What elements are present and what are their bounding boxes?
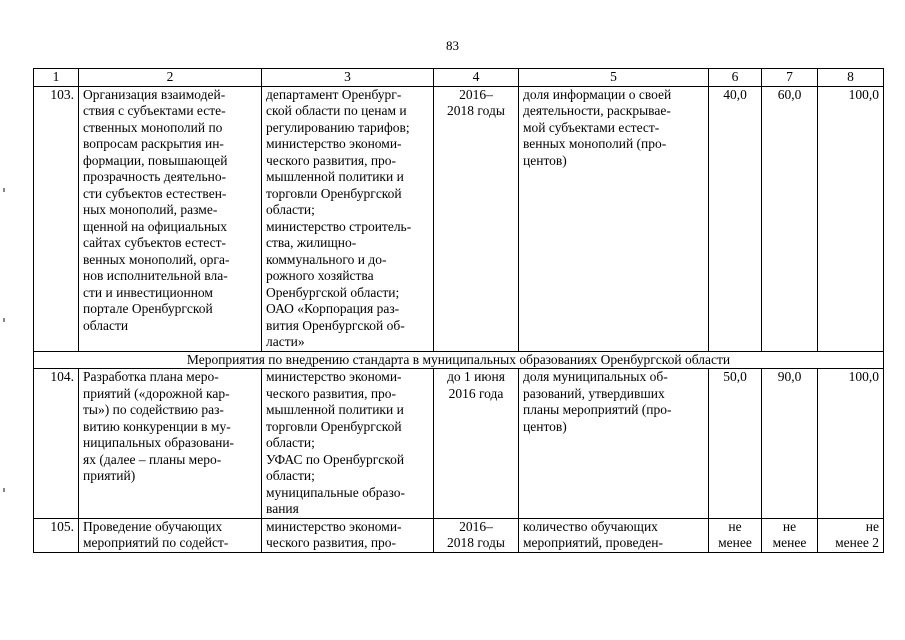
table-row	[34, 86, 884, 351]
value-cell: 90,0	[762, 369, 818, 519]
margin-mark	[3, 488, 5, 492]
margin-mark	[3, 318, 5, 322]
activity-cell: Организация взаимодей- ствия с субъектами есте- ственных монополий по вопросам раскрытия ин- формации, повышающей прозрачность деятельно- сти субъектов естествен- ных монополий, разме- щенной на официальных сайтах субъектов естест- венных монополий, орга- нов исполнительной вла- сти и инвестиционном портале Оренбургской области	[79, 86, 262, 351]
header-cell: 7	[762, 69, 818, 87]
row-number: 104.	[34, 369, 79, 519]
header-row	[34, 69, 884, 87]
executors-cell: министерство экономи- ческого развития, про- мышленной политики и торговли Оренбургской области; УФАС по Оренбургской области; муниципальные образо- вания	[262, 369, 434, 519]
header-cell: 2	[79, 69, 262, 87]
section-title: Мероприятия по внедрению стандарта в муниципальных образованиях Оренбургской области	[34, 351, 884, 369]
table-row	[34, 518, 884, 552]
header-cell: 6	[709, 69, 762, 87]
table-row	[34, 369, 884, 519]
header-cell: 1	[34, 69, 79, 87]
header-cell: 8	[818, 69, 884, 87]
value-cell: не менее	[709, 518, 762, 552]
value-cell: 100,0	[818, 86, 884, 351]
header-cell: 3	[262, 69, 434, 87]
header-cell: 4	[434, 69, 519, 87]
row-number: 103.	[34, 86, 79, 351]
value-cell: не менее	[762, 518, 818, 552]
value-cell: не менее 2	[818, 518, 884, 552]
section-row	[34, 351, 884, 369]
value-cell: 60,0	[762, 86, 818, 351]
value-cell: 40,0	[709, 86, 762, 351]
period-cell: 2016– 2018 годы	[434, 518, 519, 552]
period-cell: до 1 июня 2016 года	[434, 369, 519, 519]
executors-cell: департамент Оренбург- ской области по ценам и регулированию тарифов; министерство экономи- ческого развития, про- мышленной политики и торговли Оренбургской области; министерство строитель- ства, жилищно- коммунального и до- рожного хозяйства Оренбургской области; ОАО «Корпорация раз- вития Оренбургской об- ласти»	[262, 86, 434, 351]
period-cell: 2016– 2018 годы	[434, 86, 519, 351]
value-cell: 50,0	[709, 369, 762, 519]
indicator-cell: количество обучающих мероприятий, проведен-	[519, 518, 709, 552]
indicator-cell: доля муниципальных об- разований, утвердивших планы мероприятий (про- центов)	[519, 369, 709, 519]
page-number: 83	[446, 38, 459, 53]
header-cell: 5	[519, 69, 709, 87]
activity-cell: Проведение обучающих мероприятий по содейст-	[79, 518, 262, 552]
value-cell: 100,0	[818, 369, 884, 519]
row-number: 105.	[34, 518, 79, 552]
executors-cell: министерство экономи- ческого развития, про-	[262, 518, 434, 552]
margin-mark	[3, 188, 5, 192]
indicator-cell: доля информации о своей деятельности, раскрывае- мой субъектами естест- венных монополий (про- центов)	[519, 86, 709, 351]
measures-table	[33, 68, 884, 553]
activity-cell: Разработка плана меро- приятий («дорожной кар- ты») по содействию раз- витию конкуренции в му- ниципальных образовани- ях (далее – планы меро- приятий)	[79, 369, 262, 519]
